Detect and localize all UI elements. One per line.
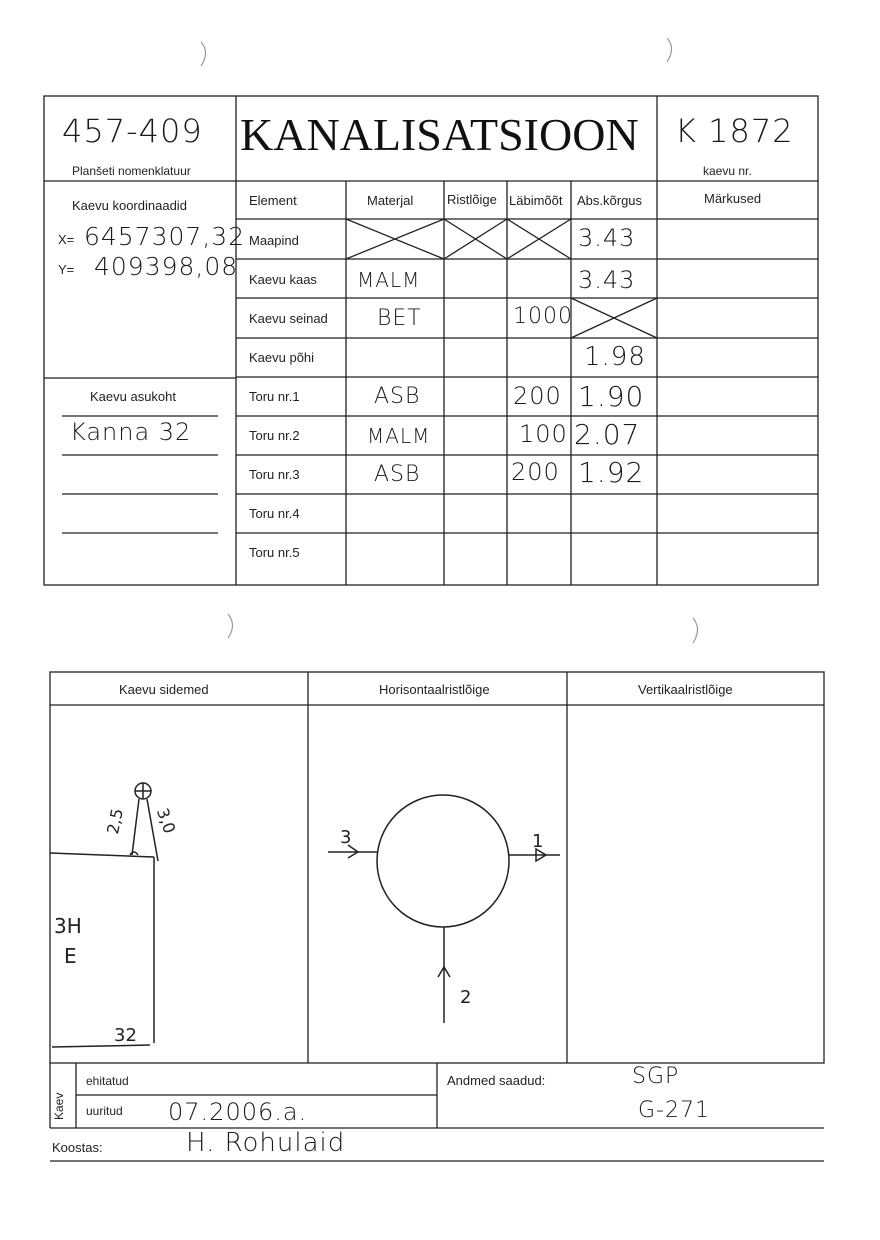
row-element: Toru nr.2 [249, 428, 300, 443]
materjal-value: BET [377, 306, 422, 331]
row-element: Toru nr.1 [249, 389, 300, 404]
col-ristloige: Ristlõige [447, 192, 497, 207]
materjal-value: MALM [367, 424, 431, 448]
col-well-ties: Kaevu sidemed [119, 682, 209, 697]
measured-label: uuritud [86, 1104, 123, 1118]
author-value: H. Rohulaid [186, 1128, 346, 1158]
abs-value: 2.07 [574, 418, 641, 451]
pipe-1-label: 1 [532, 831, 544, 852]
abs-value: 1.98 [584, 342, 646, 372]
row-element: Maapind [249, 233, 299, 248]
page-title: KANALISATSIOON [240, 109, 639, 160]
coord-y-value: 409398,08 [94, 252, 239, 281]
measured-date: 07.2006.a. [168, 1098, 308, 1126]
location-label: Kaevu asukoht [90, 389, 177, 404]
col-markused: Märkused [704, 191, 762, 206]
col-horizontal-section: Horisontaalristlõige [379, 682, 490, 697]
labimoot-value: 100 [519, 420, 568, 448]
col-element: Element [249, 193, 297, 208]
row-element: Kaevu seinad [249, 311, 328, 326]
house-number: 32 [114, 1025, 137, 1046]
location-value: Kanna 32 [70, 418, 192, 446]
data-source-label: Andmed saadud: [447, 1073, 546, 1088]
row-element: Kaevu kaas [249, 272, 317, 287]
coord-x-value: 6457307,32 [84, 222, 246, 251]
col-vertical-section: Vertikaalristlõige [638, 682, 733, 697]
row-element: Toru nr.5 [249, 545, 300, 560]
abs-value: 1.90 [578, 380, 645, 413]
wall-code: 3H [54, 914, 82, 938]
data-source-value: SGP [632, 1064, 680, 1089]
horizontal-section-sketch [308, 705, 567, 1063]
coord-x-label: X= [58, 232, 75, 247]
sheet-label: Planšeti nomenklatuur [72, 164, 191, 178]
materjal-value: ASB [374, 384, 421, 409]
pipe-3-label: 3 [340, 827, 352, 848]
labimoot-value: 200 [513, 382, 562, 410]
abs-value: 3.43 [578, 224, 636, 252]
abs-value: 3.43 [578, 266, 636, 294]
wall-code-2: E [64, 944, 77, 968]
author-label: Koostas: [52, 1140, 103, 1155]
coord-y-label: Y= [58, 262, 75, 277]
col-labimoot: Läbimõõt [509, 193, 563, 208]
col-abs: Abs.kõrgus [577, 193, 643, 208]
abs-value: 1.92 [578, 456, 645, 489]
sheet-code: 457-409 [62, 112, 203, 150]
built-label: ehitatud [86, 1074, 129, 1088]
materjal-value: MALM [357, 268, 421, 292]
well-number-label: kaevu nr. [703, 164, 752, 178]
materjal-value: ASB [374, 462, 421, 487]
kaev-label: Kaev [52, 1092, 66, 1120]
well-ties-sketch [50, 705, 308, 1063]
well-number: K 1872 [675, 112, 794, 150]
col-materjal: Materjal [367, 193, 414, 208]
tie-distance-1: 2,5 [103, 806, 127, 836]
coords-label: Kaevu koordinaadid [72, 198, 187, 213]
labimoot-value: 200 [511, 458, 560, 486]
data-source-ref: G-271 [638, 1098, 710, 1123]
pipe-2-label: 2 [460, 987, 472, 1008]
labimoot-value: 1000 [513, 304, 573, 329]
row-element: Toru nr.3 [249, 467, 300, 482]
row-element: Toru nr.4 [249, 506, 300, 521]
tie-distance-2: 3,0 [152, 805, 180, 836]
row-element: Kaevu põhi [249, 350, 315, 365]
